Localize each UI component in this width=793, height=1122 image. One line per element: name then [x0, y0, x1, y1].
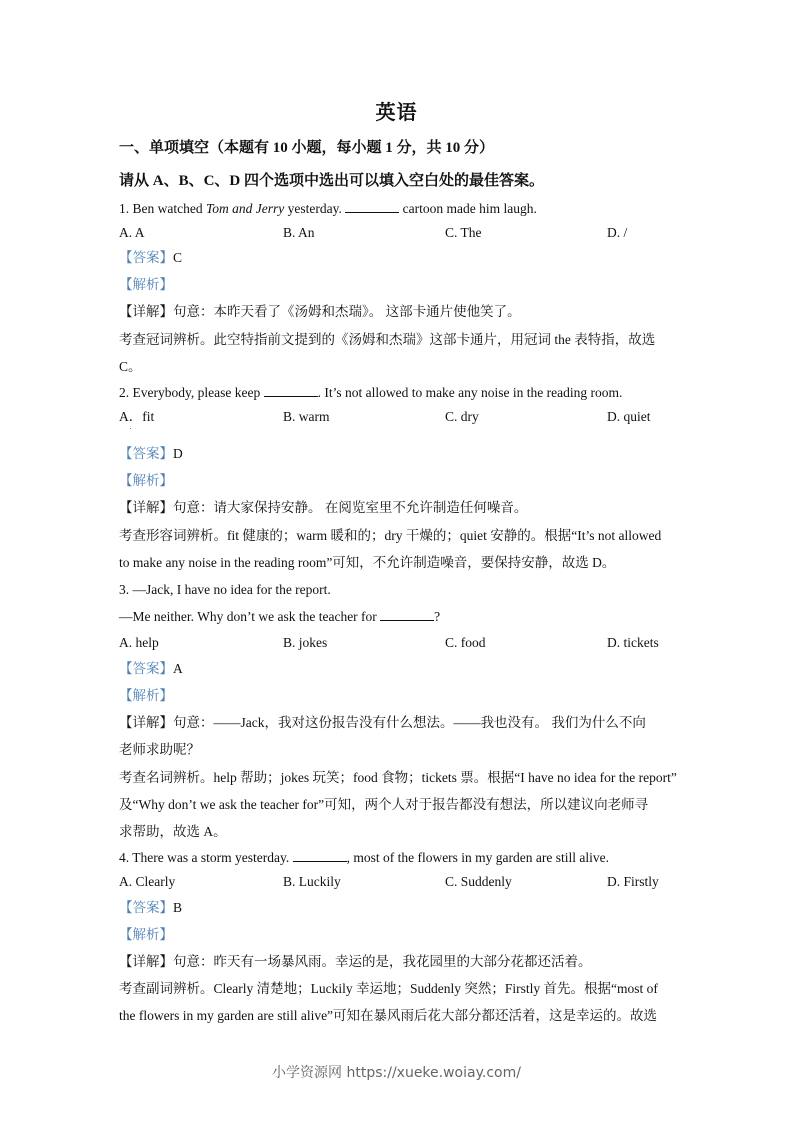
question-4-detail-3: the flowers in my garden are still alive”可知在暴风雨后花大部分都还活着，这是幸运的。故选	[119, 1008, 658, 1023]
stem-italic-title: Tom and Jerry	[205, 201, 285, 216]
question-3-detail-2: 老师求助呢？	[119, 742, 200, 757]
option-d: D. quiet	[607, 409, 651, 424]
option-a: A．fit	[119, 409, 155, 424]
question-3-detail-5: 求帮助，故选 A。	[119, 824, 227, 839]
question-3-stem-line2	[119, 608, 440, 626]
detail-label: 【详解】	[119, 954, 173, 969]
answer-value: C	[173, 250, 183, 265]
option-d: D. Firstly	[607, 874, 659, 889]
answer-value: A	[173, 661, 183, 676]
detail-text: 句意：昨天有一场暴风雨。幸运的是，我花园里的大部分花都还活着。	[173, 954, 592, 969]
answer-value: D	[173, 446, 183, 461]
question-4-detail-1	[119, 953, 592, 971]
answer-blank	[293, 849, 347, 862]
option-c: C. The	[445, 225, 482, 240]
stem-text: , most of the flowers in my garden are still alive.	[346, 850, 610, 865]
detail-label: 【详解】	[119, 715, 173, 730]
question-3-detail-1	[119, 714, 646, 732]
question-1-answer	[119, 249, 182, 267]
section-heading: 一、单项填空（本题有 10 小题，每小题 1 分，共 10 分）	[119, 140, 495, 156]
question-2-detail-1	[119, 499, 527, 517]
stem-text: 2. Everybody, please keep	[119, 385, 264, 400]
analysis-label: 【解析】	[119, 688, 173, 703]
answer-label: 【答案】	[119, 661, 173, 676]
detail-text: 句意：本昨天看了《汤姆和杰瑞》。 这部卡通片使他笑了。	[173, 304, 521, 319]
question-1-stem	[119, 200, 537, 218]
question-4-answer	[119, 899, 182, 917]
option-c: C. Suddenly	[445, 874, 512, 889]
question-1-detail-2: 考查冠词辨析。此空特指前文提到的《汤姆和杰瑞》这部卡通片，用冠词 the 表特指，故选	[119, 332, 656, 347]
option-c: C. food	[445, 635, 486, 650]
section-instruction: 请从 A、B、C、D 四个选项中选出可以填入空白处的最佳答案。	[119, 173, 545, 189]
option-a: A. help	[119, 635, 159, 650]
stem-text: 1. Ben watched	[119, 201, 206, 216]
question-2-answer	[119, 445, 183, 463]
option-b: B. Luckily	[283, 874, 341, 889]
option-c: C. dry	[445, 409, 479, 424]
stem-text: 4. There was a storm yesterday.	[119, 850, 293, 865]
stem-text: —Me neither. Why don’t we ask the teacher for	[119, 609, 381, 624]
option-a: A. A	[119, 225, 145, 240]
detail-text: 句意：请大家保持安静。 在阅览室里不允许制造任何噪音。	[173, 500, 528, 515]
answer-blank	[264, 384, 318, 397]
stray-dot	[130, 428, 131, 429]
option-d: D. /	[607, 225, 628, 240]
answer-blank	[380, 608, 434, 621]
option-b: B. An	[283, 225, 315, 240]
analysis-label: 【解析】	[119, 473, 173, 488]
question-2-detail-2: 考查形容词辨析。fit 健康的；warm 暖和的；dry 干燥的；quiet 安静的。根据“It’s not allowed	[119, 528, 662, 543]
answer-value: B	[173, 900, 183, 915]
option-a: A. Clearly	[119, 874, 176, 889]
question-3-stem-line1: 3. —Jack, I have no idea for the report.	[119, 582, 331, 597]
question-1-detail-3: C。	[119, 359, 142, 374]
question-4-stem	[119, 849, 609, 867]
question-3-detail-3: 考查名词辨析。help 帮助；jokes 玩笑；food 食物；tickets 票。根据“I have no idea for the report”	[119, 770, 677, 785]
answer-label: 【答案】	[119, 250, 173, 265]
stem-text: ?	[434, 609, 441, 624]
option-b: B. jokes	[283, 635, 328, 650]
footer-watermark: 小学资源网 https://xueke.woiay.com/	[272, 1065, 521, 1081]
answer-label: 【答案】	[119, 446, 173, 461]
option-b: B. warm	[283, 409, 330, 424]
detail-label: 【详解】	[119, 500, 173, 515]
detail-label: 【详解】	[119, 304, 173, 319]
question-4-detail-2: 考查副词辨析。Clearly 清楚地；Luckily 幸运地；Suddenly 突然；Firstly 首先。根据“most of	[119, 981, 658, 996]
stem-text: . It’s not allowed to make any noise in the reading room.	[317, 385, 623, 400]
answer-label: 【答案】	[119, 900, 173, 915]
stem-text: cartoon made him laugh.	[399, 201, 537, 216]
question-3-answer	[119, 660, 183, 678]
question-2-stem	[119, 384, 622, 402]
page-title: 英语	[375, 102, 418, 124]
detail-text: 句意：——Jack，我对这份报告没有什么想法。——我也没有。 我们为什么不向	[173, 715, 646, 730]
question-3-detail-4: 及“Why don’t we ask the teacher for”可知，两个人对于报告都没有想法，所以建议向老师寻	[119, 797, 649, 812]
option-d: D. tickets	[607, 635, 659, 650]
stem-text: yesterday.	[284, 201, 346, 216]
answer-blank	[345, 200, 399, 213]
analysis-label: 【解析】	[119, 927, 173, 942]
analysis-label: 【解析】	[119, 277, 173, 292]
question-2-detail-3: to make any noise in the reading room”可知，不允许制造噪音，要保持安静，故选 D。	[119, 555, 616, 570]
question-1-detail-1	[119, 303, 521, 321]
